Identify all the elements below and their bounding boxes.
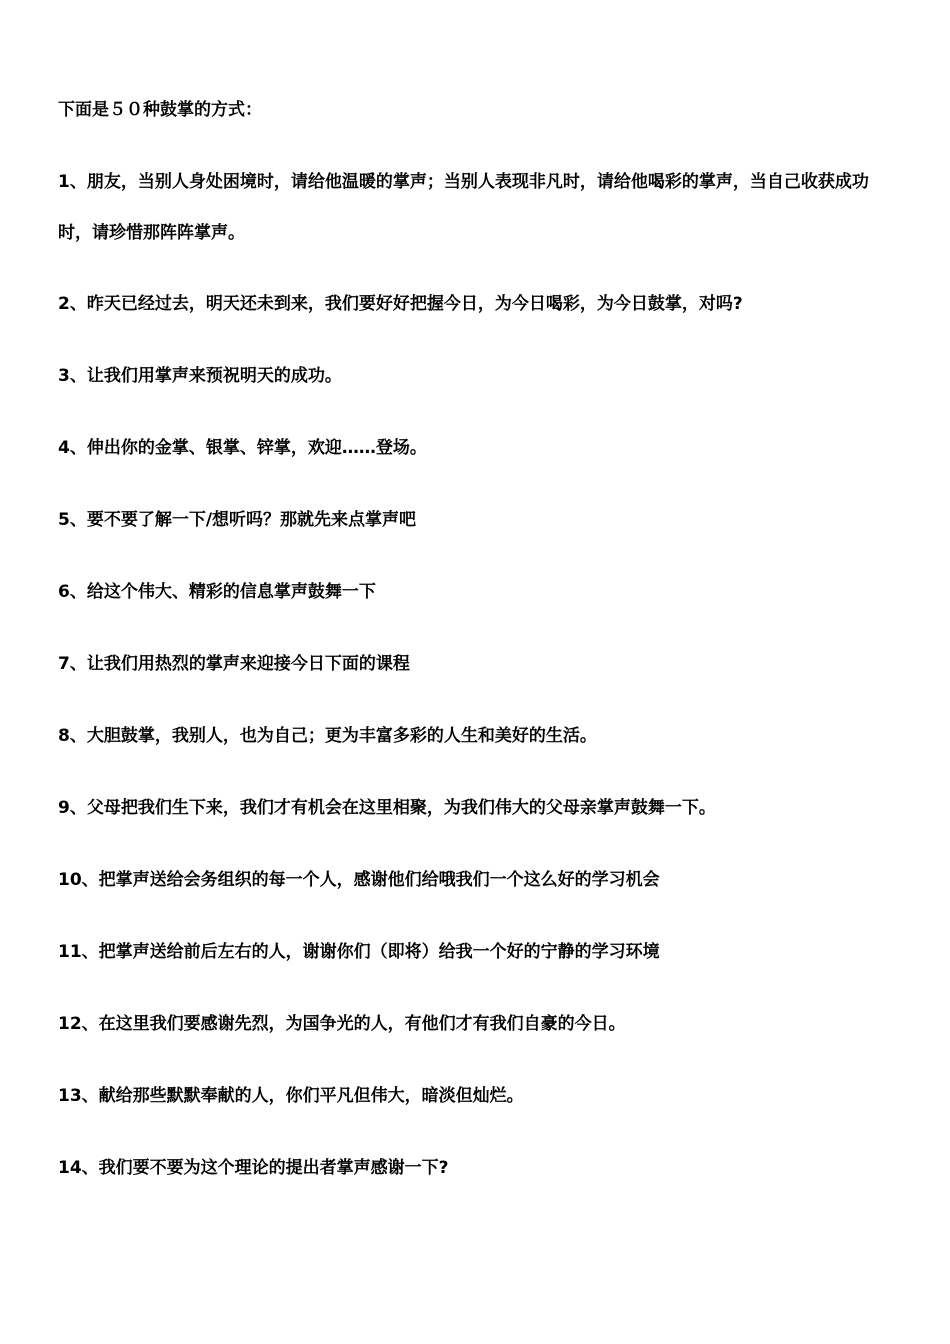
list-item-9: 9、父母把我们生下来，我们才有机会在这里相聚，为我们伟大的父母亲掌声鼓舞一下。 <box>58 798 716 818</box>
list-item-4: 4、伸出你的金掌、银掌、锌掌，欢迎……登场。 <box>58 438 427 458</box>
list-item-10: 10、把掌声送给会务组织的每一个人，感谢他们给哦我们一个这么好的学习机会 <box>58 870 660 890</box>
list-item-14: 14、我们要不要为这个理论的提出者掌声感谢一下? <box>58 1158 449 1178</box>
list-item-13: 13、献给那些默默奉献的人，你们平凡但伟大，暗淡但灿烂。 <box>58 1086 524 1106</box>
list-item-12: 12、在这里我们要感谢先烈，为国争光的人，有他们才有我们自豪的今日。 <box>58 1014 626 1034</box>
list-item-3: 3、让我们用掌声来预祝明天的成功。 <box>58 366 342 386</box>
list-item-2: 2、昨天已经过去，明天还未到来，我们要好好把握今日，为今日喝彩，为今日鼓掌，对吗? <box>58 294 743 314</box>
list-item-1: 1、朋友，当别人身处困境时，请给他温暖的掌声；当别人表现非凡时，请给他喝彩的掌声，当自己收获成功时，请珍惜那阵阵掌声。 <box>58 172 869 243</box>
list-item-11: 11、把掌声送给前后左右的人，谢谢你们（即将）给我一个好的宁静的学习环境 <box>58 942 660 962</box>
list-item-8: 8、大胆鼓掌，我别人，也为自己；更为丰富多彩的人生和美好的生活。 <box>58 726 597 746</box>
list-item-5: 5、要不要了解一下/想听吗？那就先来点掌声吧 <box>58 510 417 530</box>
list-item-7: 7、让我们用热烈的掌声来迎接今日下面的课程 <box>58 654 410 674</box>
document-intro: 下面是５０种鼓掌的方式： <box>58 100 262 120</box>
list-item-6: 6、给这个伟大、精彩的信息掌声鼓舞一下 <box>58 582 376 602</box>
